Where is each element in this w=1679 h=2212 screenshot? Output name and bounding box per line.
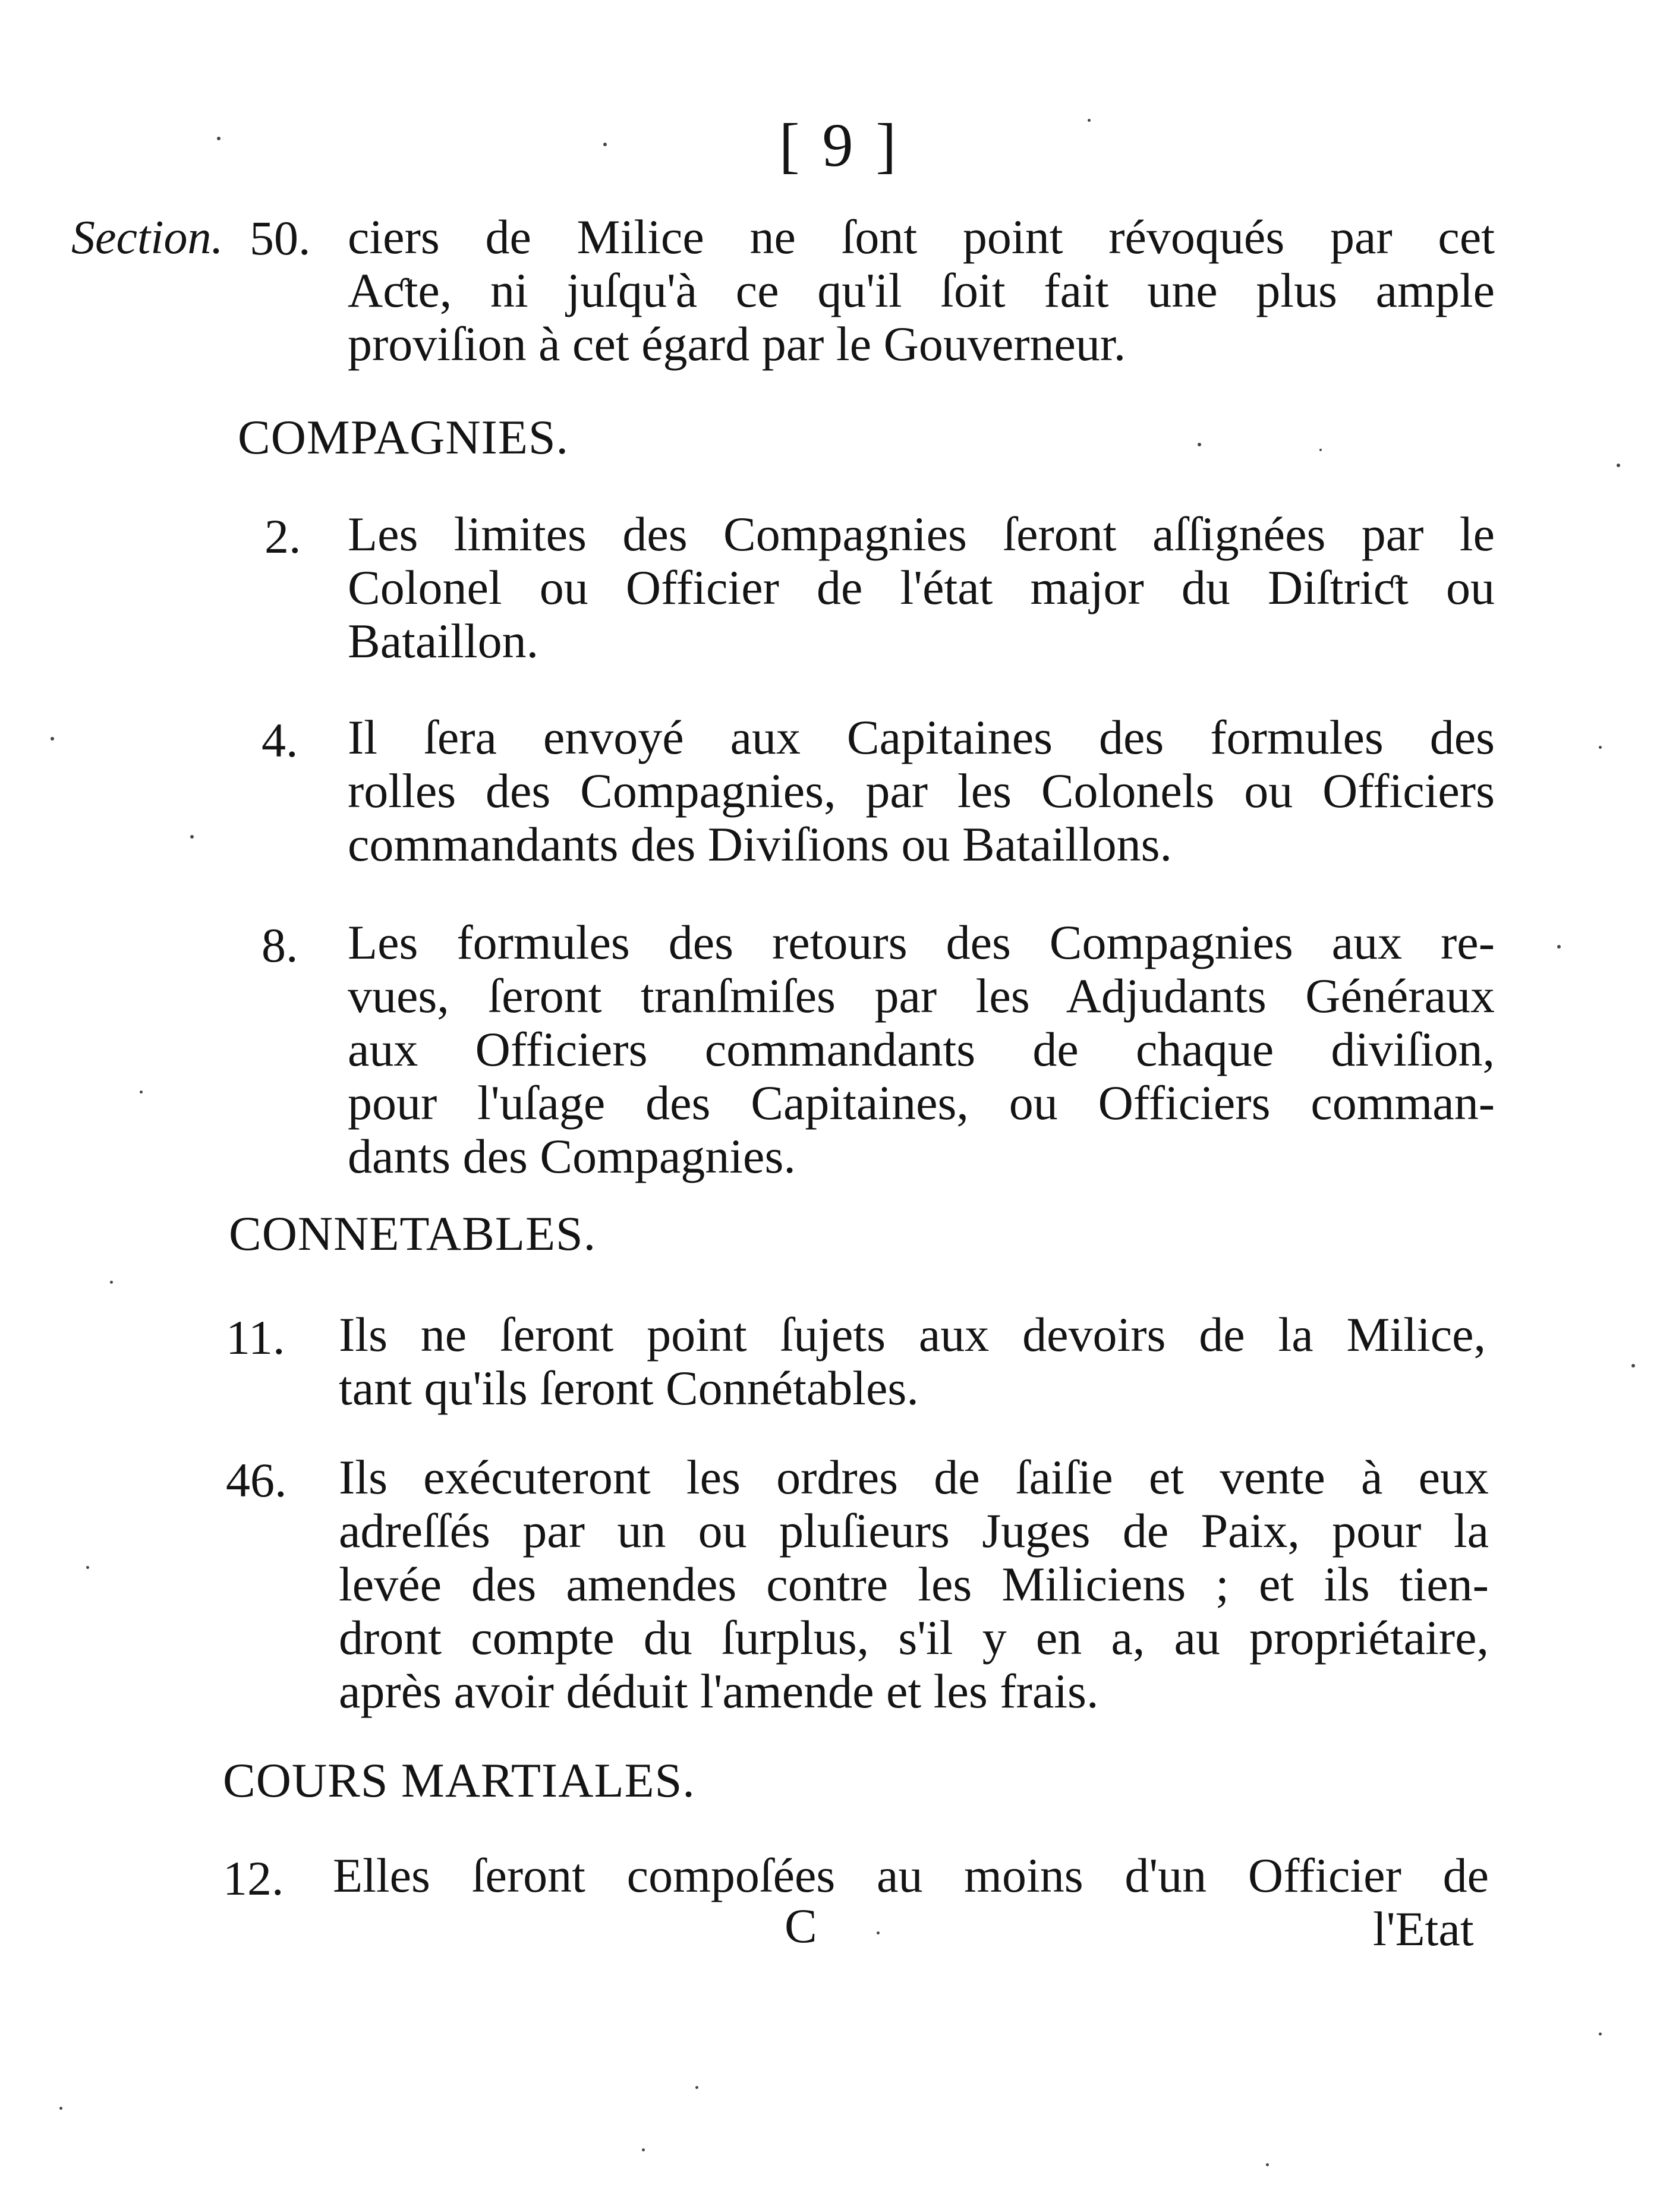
entry-number: 4. xyxy=(262,713,298,767)
paragraph-line: proviſion à cet égard par le Gouverneur. xyxy=(348,317,1126,371)
paragraph-line: pour l'uſage des Capitaines, ou Officiers comman- xyxy=(348,1076,1495,1130)
print-speck xyxy=(51,737,54,741)
paragraph-line: levée des amendes contre les Miliciens ; et ils tien- xyxy=(339,1557,1489,1611)
section-heading: COURS MARTIALES. xyxy=(223,1753,695,1807)
page-number: [ 9 ] xyxy=(779,111,900,179)
print-speck xyxy=(140,1091,143,1094)
print-speck xyxy=(86,1566,89,1569)
print-speck xyxy=(695,2086,698,2089)
paragraph-line: Ils exécuteront les ordres de ſaiſie et vente à eux xyxy=(339,1450,1489,1504)
print-speck xyxy=(1266,2163,1269,2166)
paragraph-line: Bataillon. xyxy=(348,614,539,668)
paragraph-line: Aƈte, ni juſqu'à ce qu'il ſoit fait une plus ample xyxy=(348,263,1495,317)
entry-number: 12. xyxy=(223,1851,284,1905)
paragraph-line: dront compte du ſurplus, s'il y en a, au propriétaire, xyxy=(339,1611,1489,1665)
print-speck xyxy=(1599,746,1602,749)
print-speck xyxy=(1631,1364,1635,1367)
entry-number: 2. xyxy=(264,509,301,563)
paragraph-line: après avoir déduit l'amende et les frais. xyxy=(339,1664,1099,1718)
paragraph-line: Les limites des Compagnies ſeront aſſignées par le xyxy=(348,507,1495,561)
paragraph-line: aux Officiers commandants de chaque diviſion, xyxy=(348,1022,1495,1076)
print-speck xyxy=(603,143,607,146)
print-speck xyxy=(642,2148,645,2151)
signature-mark: C xyxy=(785,1899,817,1953)
entry-number: 8. xyxy=(262,918,298,972)
print-speck xyxy=(1088,119,1091,122)
print-speck xyxy=(877,1931,880,1934)
paragraph-line: Il ſera envoyé aux Capitaines des formules des xyxy=(348,710,1495,764)
print-speck xyxy=(1617,464,1620,467)
print-speck xyxy=(1599,2033,1602,2035)
entry-number: 11. xyxy=(226,1310,285,1365)
paragraph-line: vues, ſeront tranſmiſes par les Adjudants Généraux xyxy=(348,969,1495,1023)
section-heading: COMPAGNIES. xyxy=(238,410,569,464)
paragraph-line: Ils ne ſeront point ſujets aux devoirs de la Milice, xyxy=(339,1307,1486,1362)
print-speck xyxy=(59,2107,62,2110)
print-speck xyxy=(1319,449,1322,451)
paragraph-line: dants des Compagnies. xyxy=(348,1129,796,1183)
print-speck xyxy=(1198,443,1201,446)
print-speck xyxy=(110,1281,113,1284)
paragraph-line: tant qu'ils ſeront Connétables. xyxy=(339,1361,919,1415)
entry-number: 46. xyxy=(226,1453,287,1507)
print-speck xyxy=(190,835,194,839)
paragraph-line: Elles ſeront compoſées au moins d'un Officier de xyxy=(333,1848,1489,1902)
paragraph-line: ciers de Milice ne ſont point révoqués par cet xyxy=(348,210,1495,264)
section-heading: CONNETABLES. xyxy=(229,1206,597,1261)
section-number: 50. xyxy=(250,211,311,265)
paragraph-line: Les formules des retours des Compagnies aux re- xyxy=(348,915,1495,969)
print-speck xyxy=(1557,945,1561,949)
paragraph-line: rolles des Compagnies, par les Colonels ou Officiers xyxy=(348,764,1495,818)
paragraph-line: adreſſés par un ou pluſieurs Juges de Paix, pour la xyxy=(339,1504,1489,1558)
catchword: l'Etat xyxy=(1373,1902,1474,1956)
paragraph-line: commandants des Diviſions ou Bataillons. xyxy=(348,817,1173,871)
paragraph-line: Colonel ou Officier de l'état major du Diſtriƈt ou xyxy=(348,560,1495,615)
print-speck xyxy=(217,137,220,140)
section-margin-label: Section. xyxy=(71,212,223,264)
